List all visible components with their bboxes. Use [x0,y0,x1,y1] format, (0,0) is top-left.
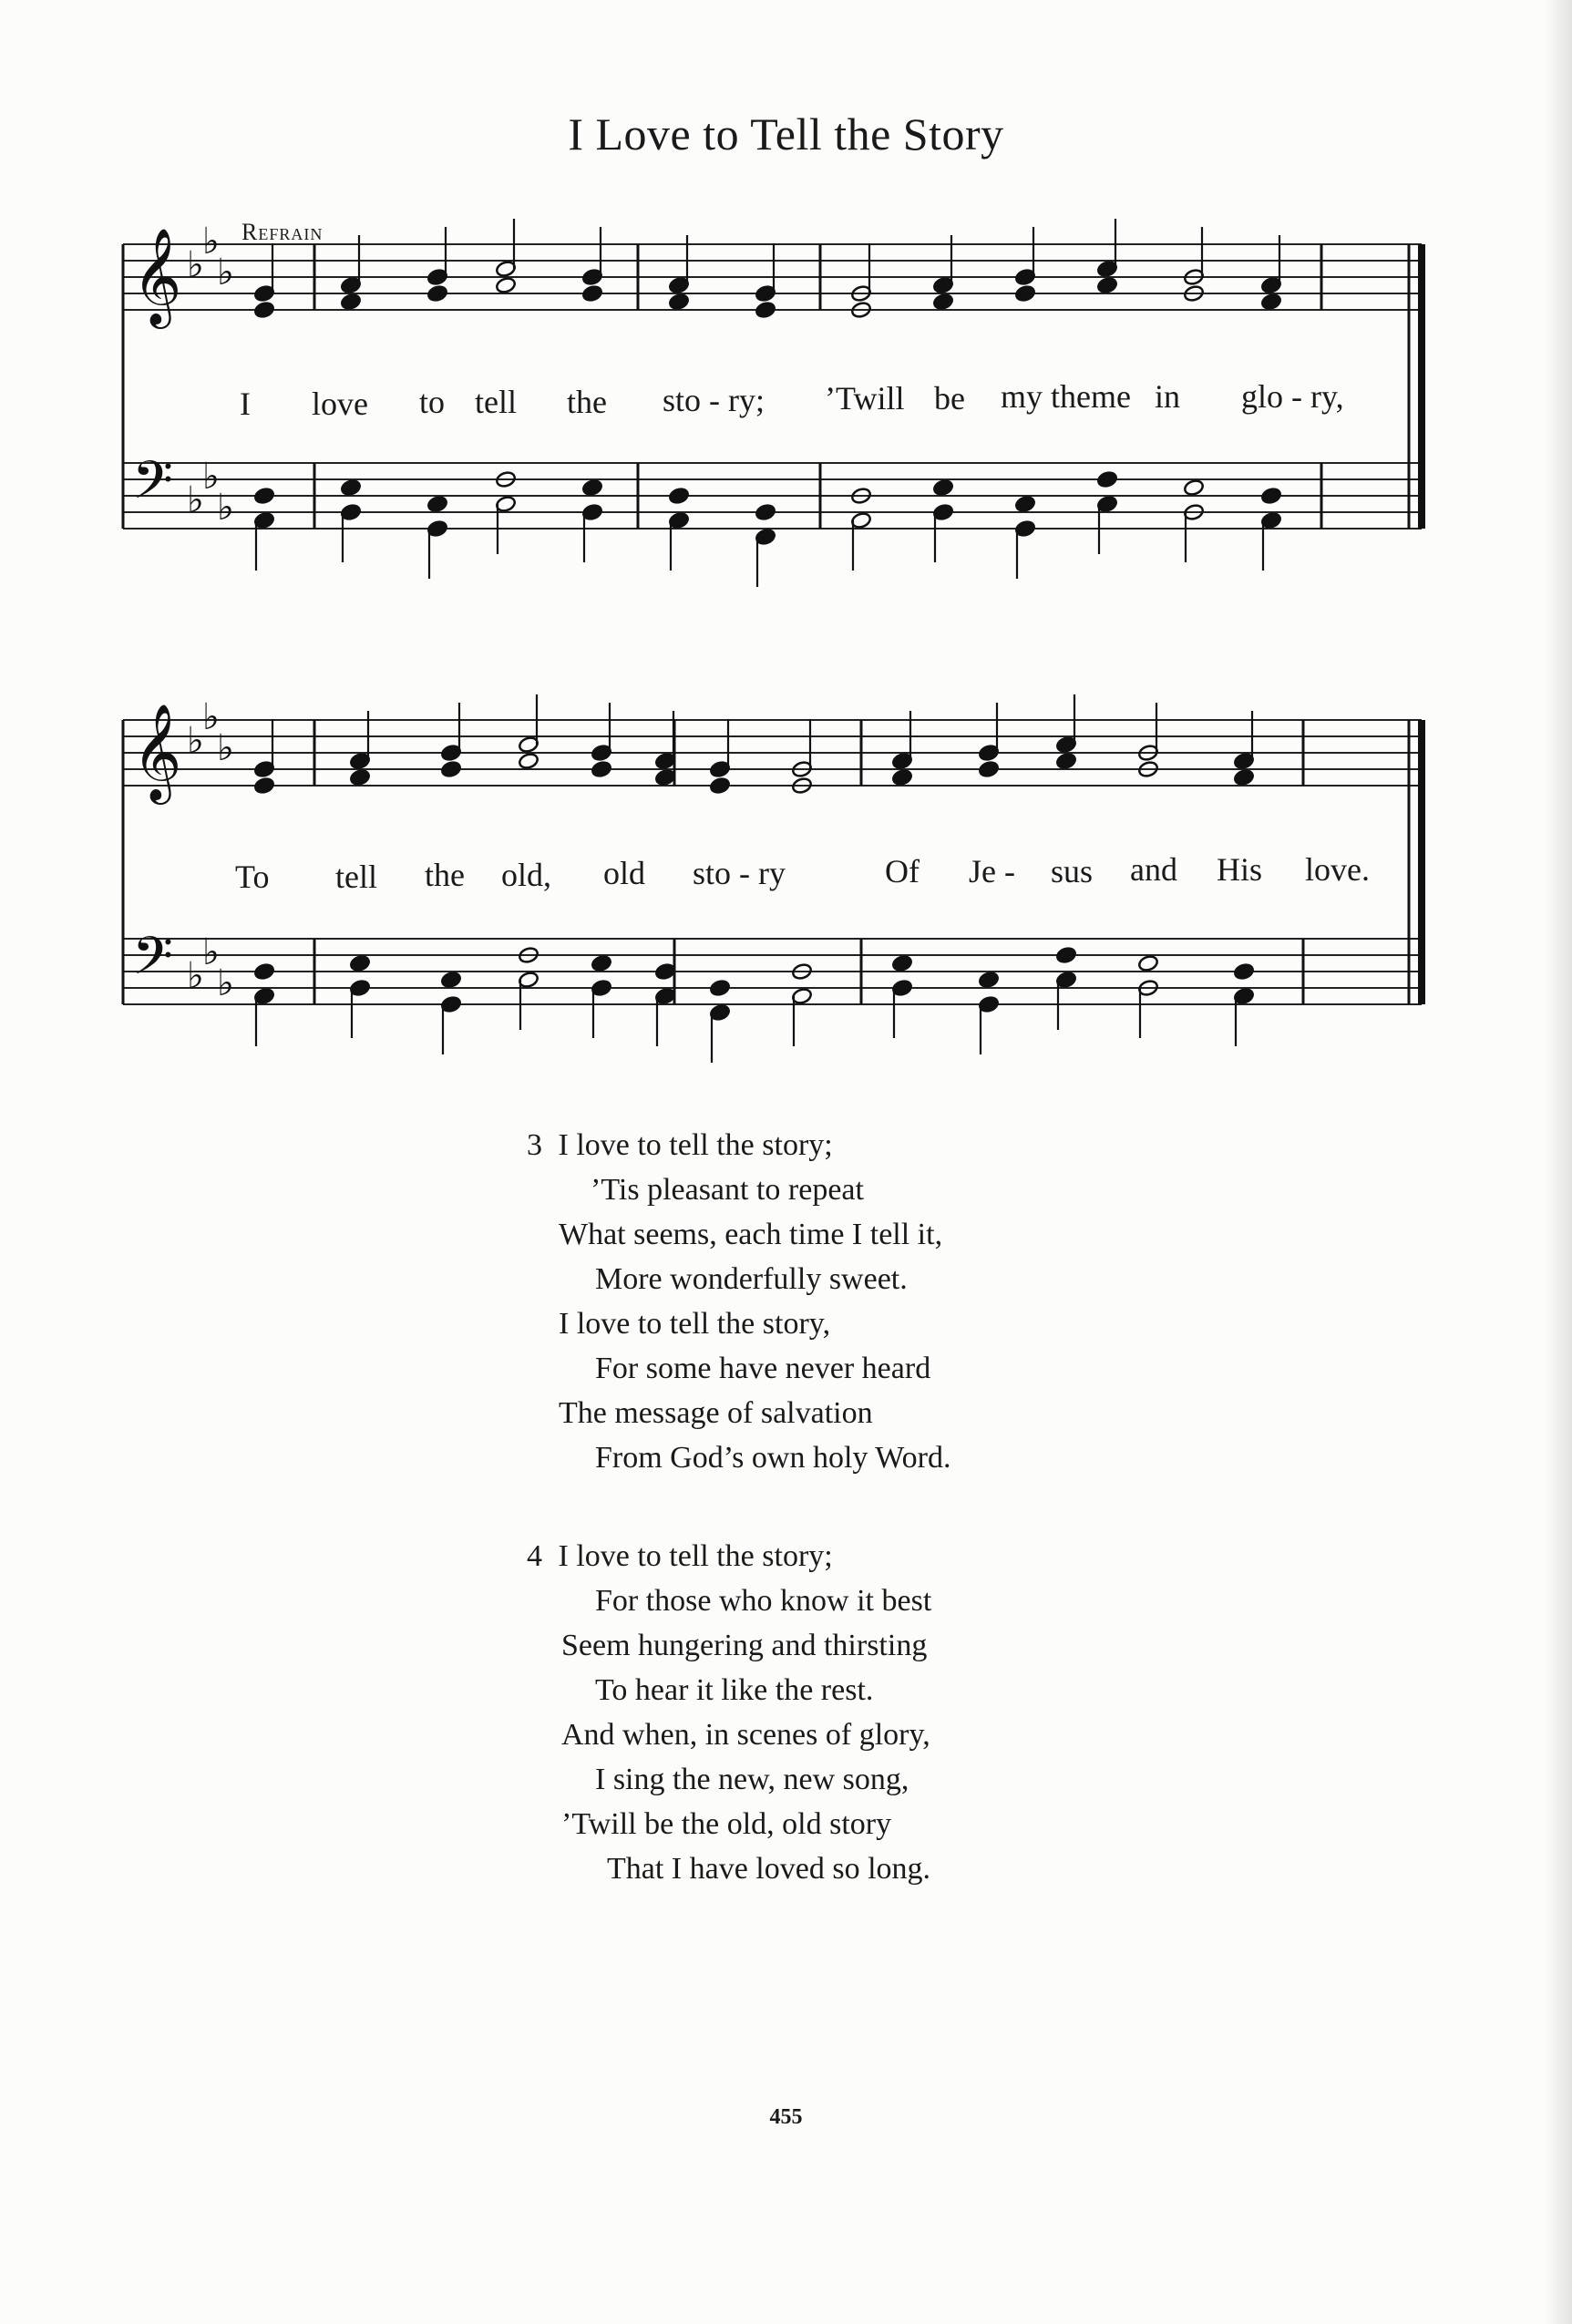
note-head [709,979,731,997]
note-head [253,776,275,795]
lyric-word: love [312,386,368,422]
lyric-word: be [934,380,965,416]
note-head [253,487,275,505]
treble-clef: 𝄞 [132,227,182,324]
flat-sign: ♭ [202,931,220,973]
flat-sign: ♭ [217,962,234,1004]
verse-line: I love to tell the story; [558,1539,833,1573]
note-head [709,776,731,795]
half-note-head [495,276,517,294]
flat-sign: ♭ [187,479,204,521]
lyric-word: ’Twill [825,380,905,416]
flat-sign: ♭ [187,955,204,997]
note-head [978,971,1000,989]
note-head [253,962,275,981]
half-note-head [1183,478,1205,497]
note-head [591,760,612,778]
lyric-word: His [1217,851,1263,888]
bass-clef: 𝄢 [132,925,174,1000]
half-note-head [1137,954,1159,972]
flat-sign: ♭ [187,720,204,762]
note-head [1233,962,1255,981]
flat-sign: ♭ [217,487,234,529]
verse-number: 3 [527,1128,542,1162]
lyric-word: To [235,859,270,895]
note-head [978,760,1000,778]
note-head [654,962,676,981]
page-number: 455 [769,2105,803,2129]
lyric-word: love. [1305,851,1370,888]
note-head [440,760,462,778]
verse-number: 4 [527,1539,542,1573]
note-head [1055,752,1077,770]
verse-line: ’Tis pleasant to repeat [591,1173,864,1207]
verse-line: More wonderfully sweet. [595,1262,908,1296]
flat-sign: ♭ [187,244,204,286]
note-head [932,478,954,497]
notes [253,219,1282,1063]
verse-4 [527,1534,931,1891]
verse-line: From God’s own holy Word. [595,1441,951,1475]
note-head [668,293,690,311]
note-head [581,284,603,303]
verse-line: To hear it like the rest. [595,1673,874,1707]
lyric-word: my theme [1001,378,1131,415]
lyric-word: to [419,384,446,420]
flat-sign: ♭ [202,456,220,498]
verse-line: What seems, each time I tell it, [559,1218,943,1251]
verse-line: For those who know it best [595,1584,932,1618]
note-head [426,284,448,303]
note-head [1014,284,1036,303]
note-head [1096,470,1118,488]
flat-sign: ♭ [217,252,234,293]
note-head [340,293,362,311]
note-head [591,954,612,972]
note-head [668,487,690,505]
lyric-word: the [425,857,465,893]
note-head [755,301,776,319]
lyric-word: sto - ry; [663,382,765,418]
verse-line: I love to tell the story; [558,1128,833,1162]
note-head [349,954,371,972]
note-head [340,478,362,497]
flat-sign: ♭ [202,221,220,262]
verse-3 [527,1123,951,1480]
verse-line: I sing the new, new song, [595,1763,909,1796]
half-note-head [518,752,539,770]
lyric-word: sto - ry [693,855,786,891]
note-head [755,503,776,521]
lyric-word: the [567,384,607,420]
note-head [253,301,275,319]
note-head [932,293,954,311]
lyric-word: sus [1051,853,1094,889]
flat-sign: ♭ [202,696,220,738]
lyric-word: Je - [969,853,1015,889]
lyric-word: old [603,855,646,891]
lyric-word: glo - ry, [1241,378,1344,415]
note-head [1014,495,1036,513]
lyric-word: I [240,386,251,422]
note-head [1096,276,1118,294]
treble-clef: 𝄞 [132,703,182,800]
verse-line: Seem hungering and thirsting [561,1629,928,1662]
verse-line: I love to tell the story, [559,1307,831,1341]
hymn-title: I Love to Tell the Story [568,108,1004,159]
verse-line: And when, in scenes of glory, [561,1718,930,1752]
clefs [132,221,234,1004]
bass-clef: 𝄢 [132,449,174,524]
note-head [1055,946,1077,964]
refrain-label: Refrain [241,219,324,245]
lyric-word: tell [475,384,517,420]
note-head [349,768,371,787]
lyric-word: old, [501,857,552,893]
note-head [426,495,448,513]
verse-line: For some have never heard [595,1352,931,1385]
note-head [891,768,913,787]
verse-line: The message of salvation [559,1396,873,1430]
note-head [1260,293,1282,311]
flat-sign: ♭ [217,727,234,769]
verse-line: That I have loved so long. [607,1852,931,1886]
lyric-word: in [1155,378,1181,415]
note-head [654,768,676,787]
music-score [0,0,1572,1094]
note-head [1260,487,1282,505]
note-head [891,954,913,972]
note-head [1233,768,1255,787]
lyric-word: tell [335,859,377,895]
note-head [440,971,462,989]
lyric-word: Of [885,853,920,889]
verse-line: ’Twill be the old, old story [561,1807,892,1841]
note-head [581,478,603,497]
lyric-word: and [1130,851,1177,888]
